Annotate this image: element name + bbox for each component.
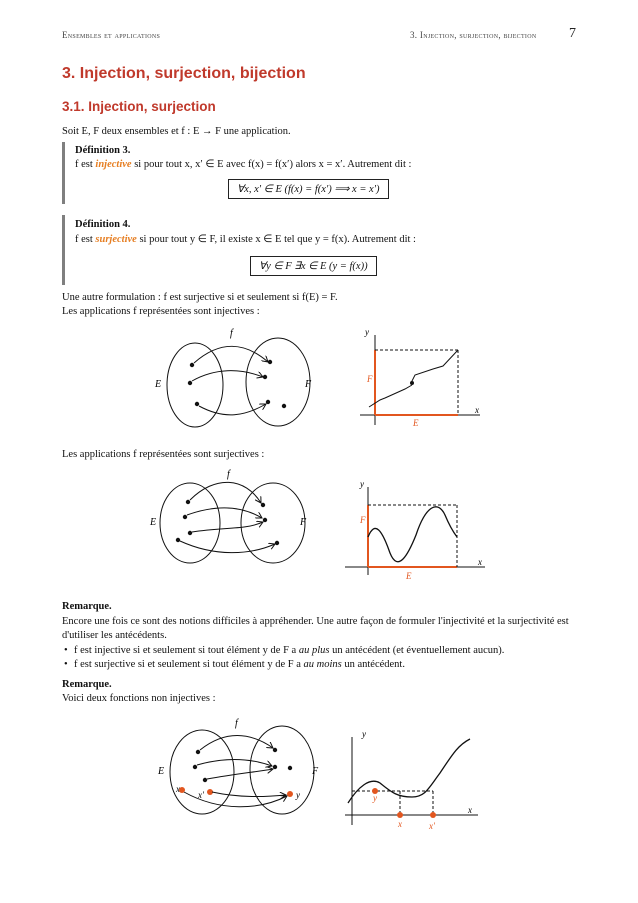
label-F: F <box>305 379 312 390</box>
paragraph-surjective-intro: Les applications f représentées sont surjectives : <box>62 449 265 460</box>
range-F-label: F <box>367 374 373 384</box>
definition-3-formula: ∀x, x′ ∈ E (f(x) = f(x′) ⟹ x = x′) <box>228 179 389 199</box>
definition-4-body <box>75 233 416 247</box>
remark-1-bullet-2 <box>62 658 504 672</box>
graph-label-y: y <box>373 793 377 803</box>
axis-x-label: x <box>475 405 479 415</box>
surjective-function-graph <box>340 475 490 585</box>
range-F-label: F <box>360 515 366 525</box>
bullet-2-pre: f est surjective si et seulement si tout élément y de F a <box>74 659 304 670</box>
surjective-sets-diagram <box>145 465 320 570</box>
definition-3-pre: f est <box>75 159 96 170</box>
label-F: F <box>300 517 307 528</box>
label-f: f <box>227 469 230 480</box>
page-number: 7 <box>569 26 576 41</box>
set-E-ellipse <box>167 343 223 427</box>
axis-y-label: y <box>362 729 366 739</box>
label-f: f <box>235 718 238 729</box>
injective-function-graph <box>355 325 490 430</box>
definition-4-bar <box>62 215 65 285</box>
set-E-ellipse <box>170 730 234 814</box>
remark-1-list <box>62 644 504 672</box>
label-y: y <box>296 790 300 800</box>
label-xprime: x′ <box>198 790 204 800</box>
graph-label-xprime: x′ <box>429 821 435 831</box>
running-header-left: Ensembles et applications <box>62 30 161 40</box>
remark-1-bullet-1 <box>62 644 504 658</box>
bullet-2-post: un antécédent. <box>341 659 405 670</box>
axis-y-label: y <box>360 479 364 489</box>
definition-4-formula: ∀y ∈ F ∃x ∈ E (y = f(x)) <box>250 256 377 276</box>
axis-y-label: y <box>365 327 369 337</box>
bullet-1-em: au plus <box>298 645 330 656</box>
bullet-2-em: au moins <box>303 659 342 670</box>
remark-1-text: Encore une fois ce sont des notions difficiles à appréhender. Une autre façon de formuler l'injectivité et la surjectivité est d'utiliser les antécédents. <box>62 616 569 641</box>
definition-3-keyword: injective <box>95 159 132 170</box>
axis-x-label: x <box>478 557 482 567</box>
axis-x-label: x <box>468 805 472 815</box>
set-F-ellipse <box>246 338 310 426</box>
remark-1-title: Remarque. <box>62 601 112 612</box>
bullet-1-pre: f est injective si et seulement si tout élément y de F a <box>74 645 299 656</box>
intro-text: Soit E, F deux ensembles et f : E → F une application. <box>62 126 291 137</box>
graph-label-x: x <box>398 819 402 829</box>
label-f: f <box>230 328 233 339</box>
label-F: F <box>312 766 319 777</box>
definition-4-post: si pour tout y ∈ F, il existe x ∈ E tel que y = f(x). Autrement dit : <box>136 234 416 245</box>
definition-4-pre: f est <box>75 234 96 245</box>
definition-3-post: si pour tout x, x′ ∈ E avec f(x) = f(x′) alors x = x′. Autrement dit : <box>131 159 412 170</box>
subsection-title: 3.1. Injection, surjection <box>62 99 216 114</box>
injective-sets-diagram <box>150 320 325 430</box>
non-injective-sets-diagram <box>150 712 330 822</box>
label-x: x <box>176 784 180 794</box>
bullet-1-post: un antécédent (et éventuellement aucun). <box>329 645 505 656</box>
definition-3-bar <box>62 142 65 204</box>
remark-2-title: Remarque. <box>62 679 112 690</box>
definition-3-body <box>75 158 411 172</box>
definition-4-title: Définition 4. <box>75 219 131 230</box>
section-title: 3. Injection, surjection, bijection <box>62 65 306 82</box>
remark-2-text: Voici deux fonctions non injectives : <box>62 693 216 704</box>
label-E: E <box>155 379 162 390</box>
definition-3-title: Définition 3. <box>75 145 131 156</box>
label-E: E <box>158 766 165 777</box>
paragraph-injective-intro: Les applications f représentées sont injectives : <box>62 306 260 317</box>
non-injective-function-graph <box>340 725 485 835</box>
running-header-right: 3. Injection, surjection, bijection <box>410 30 537 40</box>
domain-E-label: E <box>413 418 419 428</box>
set-F-ellipse <box>250 726 314 814</box>
definition-4-keyword: surjective <box>95 234 137 245</box>
paragraph-surjective-formulation: Une autre formulation : f est surjective si et seulement si f(E) = F. <box>62 292 338 303</box>
label-E: E <box>150 517 157 528</box>
domain-E-label: E <box>406 571 412 581</box>
